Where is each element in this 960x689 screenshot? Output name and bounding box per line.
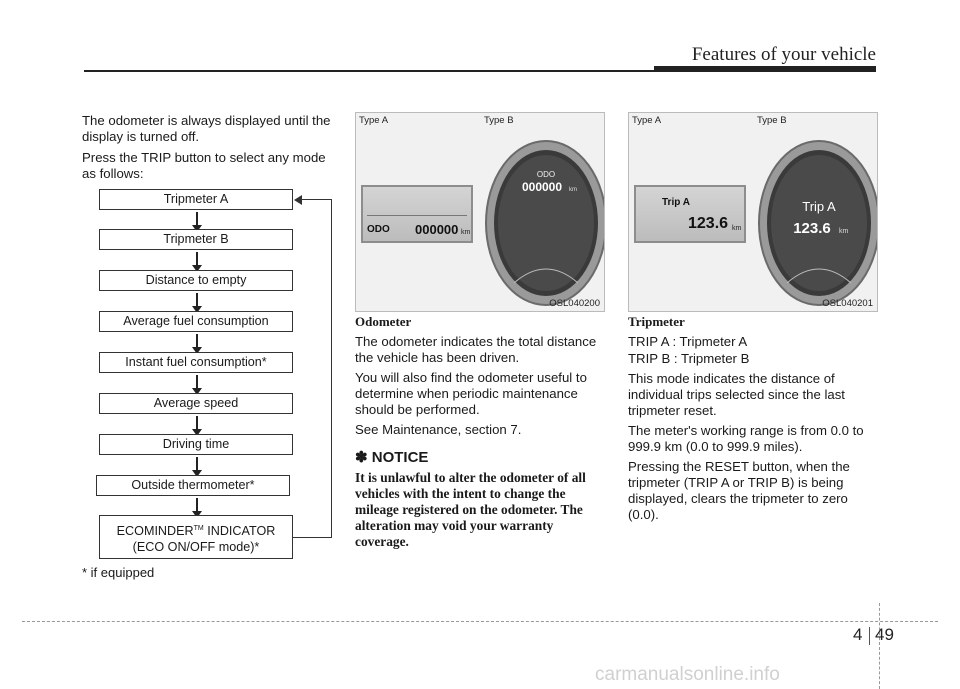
lcd-odo-value: 000000 — [415, 222, 459, 237]
notice-heading: ✽ NOTICE — [355, 449, 429, 466]
flow-box-tripmeter-b: Tripmeter B — [99, 229, 293, 250]
flow-box-tripmeter-a: Tripmeter A — [99, 189, 293, 210]
trip-a-line: TRIP A : Tripmeter A — [628, 334, 748, 349]
flow-arrow — [196, 416, 198, 430]
eco-mode-label: (ECO ON/OFF mode)* — [132, 540, 260, 555]
flow-arrow — [196, 252, 198, 266]
gauge-odo-value: 000000 — [521, 180, 563, 194]
lcd-divider — [367, 215, 467, 216]
lcd-odo-unit: km — [461, 229, 471, 236]
gauge-trip-label: Trip A — [802, 199, 836, 214]
lcd-trip-label: Trip A — [662, 197, 690, 208]
gauge-odo-unit: km — [569, 187, 577, 193]
gauge-trip-value: 123.6 — [793, 220, 831, 237]
odometer-heading: Odometer — [355, 314, 412, 329]
lcd-display — [361, 185, 473, 243]
tripmeter-paragraph-3: Pressing the RESET button, when the tripmeter (TRIP A or TRIP B) is being displayed, clears the tripmeter to zero (0.0). — [628, 459, 850, 522]
flow-arrow — [196, 293, 198, 307]
lcd-display — [634, 185, 746, 243]
flow-arrow — [196, 212, 198, 226]
loop-line-top — [301, 199, 332, 200]
loop-arrow-head — [294, 195, 302, 205]
tripmeter-photo — [628, 112, 878, 312]
trip-b-line: TRIP B : Tripmeter B — [628, 351, 750, 366]
type-b-label: Type B — [484, 115, 514, 126]
footnote: * if equipped — [82, 565, 155, 580]
gauge-cluster — [757, 139, 878, 307]
type-a-label: Type A — [632, 115, 662, 126]
tripmeter-heading: Tripmeter — [628, 314, 685, 329]
trademark-mark: TM — [193, 525, 204, 532]
intro-paragraph-2: Press the TRIP button to select any mode as follows: — [82, 150, 326, 181]
flow-box-instant-fuel: Instant fuel consumption* — [99, 352, 293, 373]
flow-box-driving-time: Driving time — [99, 434, 293, 455]
flow-box-average-speed: Average speed — [99, 393, 293, 414]
gauge-cluster — [484, 139, 605, 307]
flow-arrow — [196, 498, 198, 512]
odometer-section — [355, 314, 607, 554]
page-number-separator — [869, 627, 870, 645]
tripmeter-paragraph-2: The meter's working range is from 0.0 to 999.9 km (0.0 to 999.9 miles). — [628, 423, 864, 454]
page-number: 49 — [875, 625, 894, 644]
ecominder-label: ECOMINDER — [116, 524, 194, 539]
odometer-paragraph-3: See Maintenance, section 7. — [355, 422, 522, 437]
tripmeter-paragraph-1: This mode indicates the distance of individual trips selected since the last tripmeter reset. — [628, 371, 845, 418]
figure-code: OSL040200 — [549, 298, 600, 309]
odometer-paragraph-2: You will also find the odometer useful to determine when periodic maintenance should be performed. — [355, 370, 587, 417]
flow-box-ecominder — [99, 515, 293, 559]
loop-line-bottom — [293, 537, 332, 538]
footer-rule — [22, 621, 938, 623]
gauge-odo-label: ODO — [536, 170, 556, 179]
watermark: carmanualsonline.info — [595, 664, 780, 685]
intro-paragraph-1: The odometer is always displayed until the display is turned off. — [82, 113, 331, 144]
chapter-number: 4 — [853, 625, 863, 644]
flow-box-outside-thermometer: Outside thermometer* — [96, 475, 290, 496]
odometer-paragraph-1: The odometer indicates the total distance the vehicle has been driven. — [355, 334, 597, 365]
tripmeter-section — [628, 314, 880, 527]
flow-box-distance-to-empty: Distance to empty — [99, 270, 293, 291]
lcd-trip-value: 123.6 — [688, 215, 729, 232]
lcd-odo-label: ODO — [367, 224, 390, 235]
section-title: Features of your vehicle — [691, 44, 876, 65]
lcd-trip-unit: km — [732, 225, 742, 232]
type-b-label: Type B — [757, 115, 787, 126]
figure-code: OSL040201 — [822, 298, 873, 309]
flow-arrow — [196, 375, 198, 389]
notice-text: It is unlawful to alter the odometer of all vehicles with the intent to change the mileage registered on the odometer. The alteration may void your warranty coverage. — [355, 470, 586, 549]
flow-arrow — [196, 334, 198, 348]
flow-arrow — [196, 457, 198, 471]
loop-line-vertical — [331, 199, 332, 537]
flow-box-average-fuel: Average fuel consumption — [99, 311, 293, 332]
gauge-trip-unit: km — [839, 228, 849, 235]
odometer-photo — [355, 112, 605, 312]
indicator-label: INDICATOR — [203, 524, 276, 539]
footer-vertical-rule — [879, 603, 881, 689]
type-a-label: Type A — [359, 115, 389, 126]
